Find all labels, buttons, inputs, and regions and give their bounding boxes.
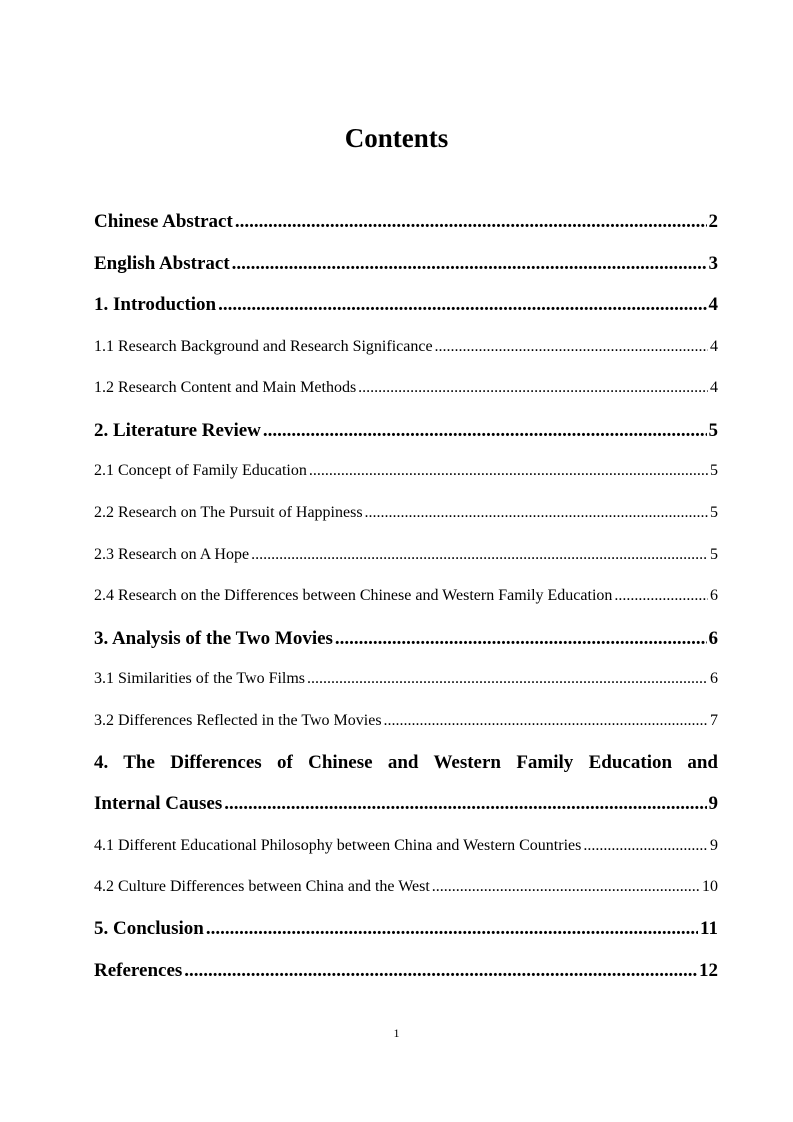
toc-leader-dots: [365, 500, 708, 526]
toc-entry-text: 2. Literature Review: [94, 420, 261, 441]
toc-entry-page: 6: [710, 587, 718, 604]
toc-entry-4-1[interactable]: [94, 833, 718, 859]
toc-entry-page: 4: [710, 379, 718, 396]
toc-entry-page: 5: [710, 546, 718, 563]
toc-entry-3-1[interactable]: [94, 666, 718, 692]
toc-leader-dots: [263, 416, 707, 446]
toc-leader-dots: [335, 624, 707, 654]
toc-entry-chinese-abstract[interactable]: [94, 207, 718, 237]
toc-entry-text: 1.2 Research Content and Main Methods: [94, 379, 357, 396]
toc-entry-text: 3.1 Similarities of the Two Films: [94, 670, 306, 687]
toc-entry-page: 4: [708, 294, 718, 315]
footer-page-number: 1: [393, 1026, 400, 1040]
toc-entry-literature-review[interactable]: [94, 416, 718, 446]
toc-entry-page: 7: [710, 712, 718, 729]
toc-entry-text: 2.3 Research on A Hope: [94, 546, 250, 563]
toc-entry-page: 6: [710, 670, 718, 687]
toc-entry-page: 9: [710, 837, 718, 854]
toc-entry-page: 2: [708, 211, 718, 232]
toc-entry-differences-line1[interactable]: [94, 748, 718, 778]
toc-leader-dots: [432, 874, 700, 900]
toc-entry-page: 5: [710, 504, 718, 521]
toc-entry-text: 4.1 Different Educational Philosophy between China and Western Countries: [94, 837, 582, 854]
toc-entry-differences-line2[interactable]: [94, 789, 718, 819]
toc-entry-text: 5. Conclusion: [94, 918, 204, 939]
toc-entry-page: 6: [708, 628, 718, 649]
toc-leader-dots: [235, 207, 707, 237]
toc-entry-english-abstract[interactable]: [94, 249, 718, 279]
toc-entry-4-2[interactable]: [94, 874, 718, 900]
toc-entry-page: 4: [710, 338, 718, 355]
toc-entry-text: English Abstract: [94, 253, 230, 274]
toc-entry-page: 5: [708, 420, 718, 441]
toc-entry-page: 9: [708, 793, 718, 814]
toc-entry-text: 4. The Differences of Chinese and Western Family Education and: [94, 752, 718, 773]
toc-entry-page: 12: [699, 960, 718, 981]
toc-leader-dots: [583, 833, 708, 859]
toc-entry-1-2[interactable]: [94, 375, 718, 401]
toc-entry-2-2[interactable]: [94, 500, 718, 526]
toc-leader-dots: [251, 542, 708, 568]
toc-entry-text: 1. Introduction: [94, 294, 217, 315]
toc-leader-dots: [435, 334, 708, 360]
toc-entry-2-4[interactable]: [94, 583, 718, 609]
toc-entry-text: 2.1 Concept of Family Education: [94, 462, 307, 479]
toc-entry-introduction[interactable]: [94, 290, 718, 320]
page-title: Contents: [344, 123, 449, 153]
toc-entry-text: 1.1 Research Background and Research Significance: [94, 338, 433, 355]
toc-entry-text: 4.2 Culture Differences between China and the West: [94, 878, 430, 895]
toc-entry-text: 2.2 Research on The Pursuit of Happiness: [94, 504, 363, 521]
toc-leader-dots: [206, 914, 698, 944]
toc-entry-text: Internal Causes: [94, 793, 223, 814]
toc-entry-3-2[interactable]: [94, 708, 718, 734]
toc-entry-text: 3.2 Differences Reflected in the Two Movies: [94, 712, 382, 729]
toc-entry-page: 10: [702, 878, 718, 895]
toc-entry-page: 3: [708, 253, 718, 274]
toc-leader-dots: [614, 583, 708, 609]
toc-entry-analysis[interactable]: [94, 624, 718, 654]
toc-entry-page: 5: [710, 462, 718, 479]
toc-entry-2-3[interactable]: [94, 542, 718, 568]
toc-entry-text: 3. Analysis of the Two Movies: [94, 628, 333, 649]
toc-leader-dots: [358, 375, 708, 401]
toc-leader-dots: [184, 956, 697, 986]
toc-entry-1-1[interactable]: [94, 334, 718, 360]
toc-leader-dots: [307, 666, 708, 692]
toc-entry-conclusion[interactable]: [94, 914, 718, 944]
toc-leader-dots: [384, 708, 708, 734]
toc-entry-text: References: [94, 960, 183, 981]
toc-leader-dots: [232, 249, 707, 279]
toc-leader-dots: [224, 789, 706, 819]
toc-entry-references[interactable]: [94, 956, 718, 986]
toc-leader-dots: [218, 290, 706, 320]
toc-leader-dots: [309, 458, 708, 484]
toc-entry-text: Chinese Abstract: [94, 211, 233, 232]
toc-entry-page: 11: [700, 918, 718, 939]
toc-entry-2-1[interactable]: [94, 458, 718, 484]
toc-entry-text: 2.4 Research on the Differences between Chinese and Western Family Education: [94, 587, 613, 604]
